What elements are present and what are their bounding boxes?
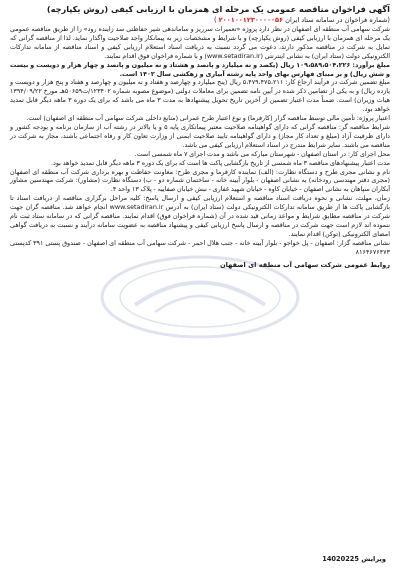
estimate-paragraph: مبلغ برآورد: ۱۰۹،۵۸۹،۵۰۴،۲۲۶ ریال (یکصد و نه میلیارد و پانصد و هشتاد و نه میلیون و پانصد و چهار هزار و دویست و بیست و شش ریال) و بر مبنای فهارس بهای واحد پایه رشته آبیاری و زهکشی سال ۱۴۰۲ است. — [10, 60, 391, 78]
tender-number-suffix: ) — [213, 16, 217, 24]
supervisor-paragraph: نام و نشانی مجری طرح و دستگاه نظارت: (الف) نماینده کارفرما و مجری طرح: معاونت حفاظت و بهره برداری شرکت آب منطقه ای اصفهان (مجری دفتر مهندسی رودخانه) به نشانی اصفهان - بلوار آیینه خانه - ساختمان شماره دو - ب) دستگاه نظارت (مشاور): شرکت مهندسین مشاور آبکاران سپاهان به نشانی اصفهان - خیابان کاوه - خیابان شهید غفاری - نبش خیابان صفاییه - پلاک ۱۳ واحد ۴. — [10, 167, 390, 194]
guarantee-paragraph: مبلغ تضمین شرکت در فرآیند ارجاع کار: ۵،۴۷۹،۴۷۵،۲۱۱ ریال (پنج میلیارد و چهارصد و هفتاد و نه میلیون و چهارصد و هفتاد و پنج هزار و دویست و یازده ریال) و به یکی از تضامین ذکر شده در آیین نامه تضمین برای معاملات دولتی (موضوع مصوبه شماره ۱۲۳۴۰۲/ت۵۰۶۵۹هـ مورخ ۱۳۹۴/۰۹/۲۲ هیات وزیران) است. ضمناً مدت اعتبار تضمین از آخرین تاریخ تحویل پیشنهادها به مدت ۳ ماه می باشد که برای یک دوره ۳ ماهه دیگر قابل تمدید خواهد بود. — [10, 78, 391, 114]
intro-paragraph: شرکت سهامی آب منطقه ای اصفهان در نظر دارد پروژه «تعمیرات سرریز و ساماندهی شیر حفاظتی سد زاینده رود» را از طریق مناقصه عمومی یک مرحله ای همزمان با ارزیابی کیفی (روش یکپارچه) و با شرایط و مشخصات زیر به پیمانکار واجد صلاحیت واگذار نماید. لذا از مناقصه گرانی که تمایل به شرکت در مناقصه مذکور دارند، دعوت می گردد نسبت به دریافت اسناد استعلام ارزیابی کیفی و اسناد مناقصه از سامانه تدارکات الکترونیکی دولت (ستاد ایران) به نشانی اینترنتی (www.setadiran.ir) و با شماره فراخوان فوق اقدام نمایند. — [10, 25, 390, 60]
documents-paragraph: زمان، مهلت، نشانی و نحوه دریافت اسناد مناقصه و استعلام ارزیابی کیفی و ارسال پاسخ: کلیه مراحل برگزاری مناقصه از دریافت اسناد تا بازگشایی پاکت ها از طریق سامانه تدارکات الکترونیکی دولت (ستاد ایران) به آدرس www.setadiran.ir انجام خواهد شد. مناقصه گران جهت شرکت در مناقصه مطابق شرایط و مواعد زمانی قید شده در آن (شماره فراخوان فوق) اقدام نمایند. مناقصه گرانی که در سامانه ستاد ثبت نام ننموده اند لازم است جهت شرکت در مناقصه و ارسال پاسخ ارزیابی کیفی و پیشنهاد مناقصه به عضویت سامانه درآیند و نسبت به دریافت گواهی امضای الکترونیکی (توکن) اقدام نمایند. — [10, 194, 390, 238]
notice-body — [10, 25, 390, 257]
bidder-conditions-paragraph: شرایط مناقصه گر: مناقصه گرانی که دارای گواهینامه صلاحیت معتبر پیمانکاری پایه ۵ و یا بالاتر در رشته آب از سازمان برنامه و بودجه کشور و دارای ظرفیت آزاد (مبلغ و تعداد کار مجاز) و دارای گواهینامه تایید صلاحیت ایمنی از وزارت تعاون کار و رفاه اجتماعی باشند، مجاز به شرکت در مناقصه می باشند. سایر شرایط مندرج در اسناد استعلام ارزیابی کیفی می باشد. — [10, 122, 390, 149]
version-label: ویرایش 14020225 — [322, 555, 386, 563]
validity-paragraph: مدت اعتبار پیشنهادهای مناقصه ۳ ماه شمسی از تاریخ بازگشایی پاکت ها است که برای یک دوره ۳ ماهه دیگر قابل تمدید خواهد بود. — [51, 158, 390, 167]
credit-paragraph: اعتبار پروژه: تأمین مالی توسط مناقصه گزار (کارفرما) و نوع اعتبار طرح عمرانی (منابع داخلی شرکت سهامی آب منطقه ای اصفهان) است. — [26, 114, 390, 123]
address-paragraph: نشانی مناقصه گزار: اصفهان - پل خواجو - بلوار آیینه خانه - جنب هلال احمر - شرکت سهامی آب منطقه ای اصفهان - صندوق پستی ۳۹۱ کدپستی ۸۱۶۴۶۷۶۴۷۳ — [10, 238, 390, 256]
notice-title: آگهی فراخوان مناقصه عمومی یک مرحله ای همزمان با ارزیابی کیفی (روش یکپارچه) — [46, 4, 390, 14]
public-relations-signature: روابط عمومی شرکت سهامی آب منطقه ای اصفهان — [219, 260, 390, 269]
tender-number-line — [10, 16, 390, 25]
tender-number-prefix: (شماره فراخوان در سامانه ستاد ایران — [285, 16, 390, 24]
tender-number: ۲۰۰۱۰۰۱۲۳۰۰۰۰۰۵۶ — [218, 16, 284, 24]
location-paragraph: محل اجرای کار: در استان اصفهان - شهرستان مبارکه می باشد و مدت اجرای ۷ ماه شمسی است. — [134, 149, 390, 158]
